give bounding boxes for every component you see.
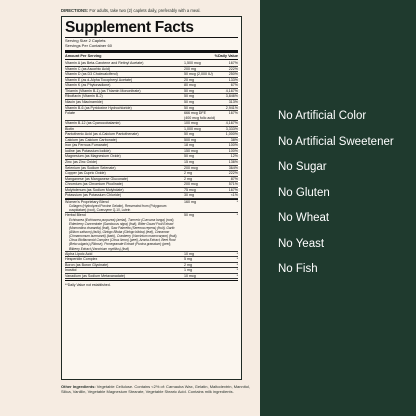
serving-size: Serving Size 2 Caplets [65, 38, 106, 43]
nutrient-name: Hesperidin Complex [65, 257, 98, 262]
table-row [65, 111, 238, 121]
nutrient-dv: 100% [228, 148, 238, 153]
nutrient-amount: 20 mg [184, 77, 194, 82]
nutrient-amount: 50 mcg (2,000 IU) [184, 72, 213, 77]
divider-mid [65, 280, 238, 281]
nutrient-amount: 5 mg [184, 257, 192, 262]
nutrient-amount: 50 mg [184, 105, 194, 110]
nutrient-name: Iron (as Ferrous Fumarate) [65, 143, 109, 148]
directions-label: DIRECTIONS: [61, 8, 89, 13]
nutrient-amount-secondary: (400 mcg folic acid) [184, 115, 216, 120]
nutrient-name: Vitamin C (as Ascorbic Acid) [65, 66, 111, 71]
nutrient-name: Alpha Lipoic Acid [65, 251, 93, 256]
nutrient-name: Riboflavin (Vitamin B-2) [65, 94, 103, 99]
nutrient-name: Vanadium (as Sodium Metavanadate) [65, 273, 126, 278]
footnote: **Daily Value not established. [65, 283, 111, 288]
nutrient-name: Vitamin B-12 (as Cyanocobalamin) [65, 121, 121, 126]
nutrient-amount: 75 mcg [184, 187, 196, 192]
nutrient-dv: 12% [230, 154, 238, 159]
serving-info [65, 39, 238, 49]
claim-item: No Fish [278, 263, 318, 275]
divider-thick [65, 50, 238, 53]
nutrient-dv: 167% [228, 187, 238, 192]
nutrient-name: Inositol [65, 268, 77, 273]
nutrient-amount: 2 mg [184, 262, 192, 267]
claim-item: No Yeast [278, 237, 325, 250]
nutrient-name: Vitamin B-6 (as Pyridoxine Hydrochloride) [65, 105, 132, 110]
table-row-herbal-blend [65, 213, 238, 251]
other-ingredients-label: Other Ingredients: [61, 384, 96, 389]
nutrient-name: Niacin (as Niacinamide) [65, 100, 103, 105]
nutrient-name: Calcium (as Calcium Carbonate) [65, 137, 117, 142]
nutrient-amount: 1,000 mcg [184, 126, 201, 131]
nutrient-amount-primary: 666 mcg DFE [184, 111, 206, 116]
nutrient-dv: 3,333% [225, 126, 238, 131]
blend-detail: Echinacea (Echinacea purpurea) (aerial), Turmeric (Curcuma longa) (root), Elderberry Concentrate (Sambucus nigra) (fruit), Bitter Gourd Fruit Extract (Momordica charantia) (fruit), Saw Palmetto (Serenoa repens) (fruit), Garlic (Allium sativum) (bulb), Ginkgo Biloba (Ginkgo biloba) (leaf), Cinnamon (Cinnamomum burmannii) (bark), Cranberry (Vaccinium macrocarpon) (fruit), Citrus Bioflavonoid Complex (Citrus limon) (peel), Aronia Extract, Beet Root (Beta vulgaris) (Ribose), Pomegranate Extract (Punica granatum) (peel), Bilberry Extract (Vaccinium myrtillus) (fruit) [69, 217, 178, 251]
nutrient-dv: 2,941% [225, 105, 238, 110]
nutrient-name: Folate [65, 111, 75, 116]
nutrient-dv: 571% [228, 182, 238, 187]
nutrient-dv: 313% [228, 100, 238, 105]
nutrient-name: Pantothenic Acid (as d-Calcium Pantothenate) [65, 132, 139, 137]
nutrient-name: Magnesium (as Magnesium Oxide) [65, 154, 121, 159]
nutrient-amount: 10 mcg [184, 273, 196, 278]
divider-mid [65, 59, 238, 60]
nutrient-table [65, 61, 238, 199]
nutrient-amount: 50 mg [184, 100, 194, 105]
nutrient-amount: 2 mg [184, 171, 192, 176]
nutrient-dv: 364% [228, 165, 238, 170]
other-ingredients-text: Vegetable Cellulose. Contains <2% of: Carnauba Wax, Gelatin, Maltodextrin, Mannitol, Silica, Vanillin, Vegetable Magnesium Stearate, Vegetable Stearic Acid. Contains milk ingredients. [61, 384, 250, 394]
nutrient-amount: 30 mg [184, 193, 194, 198]
nutrient-amount: 200 mcg [184, 182, 198, 187]
nutrient-amount: 200 mg [184, 66, 196, 71]
nutrient-name: Copper (as Cupric Oxide) [65, 171, 106, 176]
nutrient-amount: 18 mg [184, 143, 194, 148]
nutrient-amount: 150 mcg [184, 148, 198, 153]
nutrient-amount: 2 mg [184, 176, 192, 181]
nutrient-table-extra [65, 252, 238, 280]
nutrient-dv: 4,167% [225, 121, 238, 126]
table-row [65, 274, 238, 280]
nutrient-dv: 38% [230, 137, 238, 142]
nutrient-name: Molybdenum (as Sodium Molybdate) [65, 187, 124, 192]
nutrient-amount: 50 mg [184, 88, 194, 93]
nutrient-dv: 222% [228, 66, 238, 71]
nutrient-name: Zinc (as Zinc Oxide) [65, 160, 98, 165]
directions [61, 8, 251, 13]
nutrient-dv: 3,846% [225, 94, 238, 99]
nutrient-dv: 67% [230, 83, 238, 88]
nutrient-amount: 1 mg [184, 268, 192, 273]
nutrient-name: Boron (as Boron Glycinate) [65, 262, 109, 267]
claim-item: No Artificial Color [278, 110, 367, 122]
nutrient-name: Chromium (as Chromium Picolinate) [65, 182, 123, 187]
header-amount: Amount Per Serving [65, 53, 102, 58]
supplement-facts-title: Supplement Facts [65, 19, 194, 36]
header-dv: %Daily Value [214, 53, 238, 58]
claims-panel [260, 0, 416, 416]
nutrient-name: Manganese (as Manganese Gluconate) [65, 176, 129, 181]
nutrient-name: Vitamin D (as D3 Cholecalciferol) [65, 72, 118, 77]
nutrient-name: Iodine (as Potassium Iodide) [65, 148, 111, 153]
nutrient-dv: 136% [228, 160, 238, 165]
blend-detail: Collagen (Hydrolyzed Porcine Gelatin), Resveratrol from (Polygonum cuspidatum) (root), Coenzyme Q-10, Lutein [69, 204, 167, 213]
claim-item: No Sugar [278, 161, 327, 173]
claim-item: No Wheat [278, 212, 330, 224]
blend-dv: * [236, 199, 238, 204]
claim-item: No Artificial Sweetener [278, 135, 394, 148]
nutrient-amount: 10 mg [184, 251, 194, 256]
nutrient-dv: <1% [230, 193, 238, 198]
nutrient-dv: 167% [228, 61, 238, 66]
nutrient-name: Vitamin E (as d-Alpha Tocopheryl Acetate) [65, 77, 133, 82]
nutrient-dv: 100% [228, 143, 238, 148]
nutrient-dv: 222% [228, 171, 238, 176]
nutrient-amount: 100 mcg [184, 121, 198, 126]
nutrient-dv: 250% [228, 72, 238, 77]
nutrient-name: Vitamin A (as Beta-Carotene and Retinyl Acetate) [65, 61, 144, 66]
nutrient-amount: 15 mg [184, 160, 194, 165]
nutrient-dv: * [236, 251, 238, 256]
claim-item: No Gluten [278, 186, 330, 199]
claims-list [278, 110, 408, 289]
nutrient-dv: * [236, 273, 238, 278]
nutrient-name: Thiamin (Vitamin B-1) (as Thiamin Mononitrate) [65, 88, 141, 93]
nutrient-amount: 200 mcg [184, 165, 198, 170]
nutrient-amount [180, 111, 218, 120]
table-header [65, 54, 238, 59]
nutrient-dv: 4,167% [225, 88, 238, 93]
nutrient-dv: * [236, 268, 238, 273]
nutrient-dv: 133% [228, 77, 238, 82]
nutrient-name: Biotin [65, 126, 74, 131]
nutrient-amount: 80 mcg [184, 83, 196, 88]
servings-per-container: Servings Per Container 60 [65, 42, 112, 48]
nutrient-amount: 50 mg [184, 132, 194, 137]
nutrient-dv: 87% [230, 176, 238, 181]
nutrient-dv: * [236, 262, 238, 267]
nutrient-name: Selenium (as Sodium Selenate) [65, 165, 116, 170]
blend-name: Women's Proprietary Blend [65, 199, 109, 204]
nutrient-amount: 1,500 mcg [184, 61, 201, 66]
blend-dv: * [236, 213, 238, 218]
other-ingredients [61, 384, 251, 394]
nutrient-dv: * [236, 257, 238, 262]
blend-name: Herbal Blend [65, 213, 86, 218]
nutrient-amount: 50 mg [184, 94, 194, 99]
blend-amount: 160 mg [184, 199, 196, 204]
blend-section [65, 199, 238, 252]
supplement-facts-box [61, 16, 242, 380]
directions-text: For adults, take two (2) caplets daily, preferably with a meal. [88, 8, 201, 13]
nutrient-amount: 500 mg [184, 137, 196, 142]
nutrient-dv: 167% [228, 111, 238, 116]
nutrient-amount: 50 mg [184, 154, 194, 159]
table-row-womens-blend [65, 199, 238, 214]
nutrient-name: Vitamin K (as Phytonadione) [65, 83, 111, 88]
nutrient-dv: 1,000% [225, 132, 238, 137]
blend-amount: 50 mg [184, 213, 194, 218]
nutrient-name: Potassium (as Potassium Chloride) [65, 193, 122, 198]
